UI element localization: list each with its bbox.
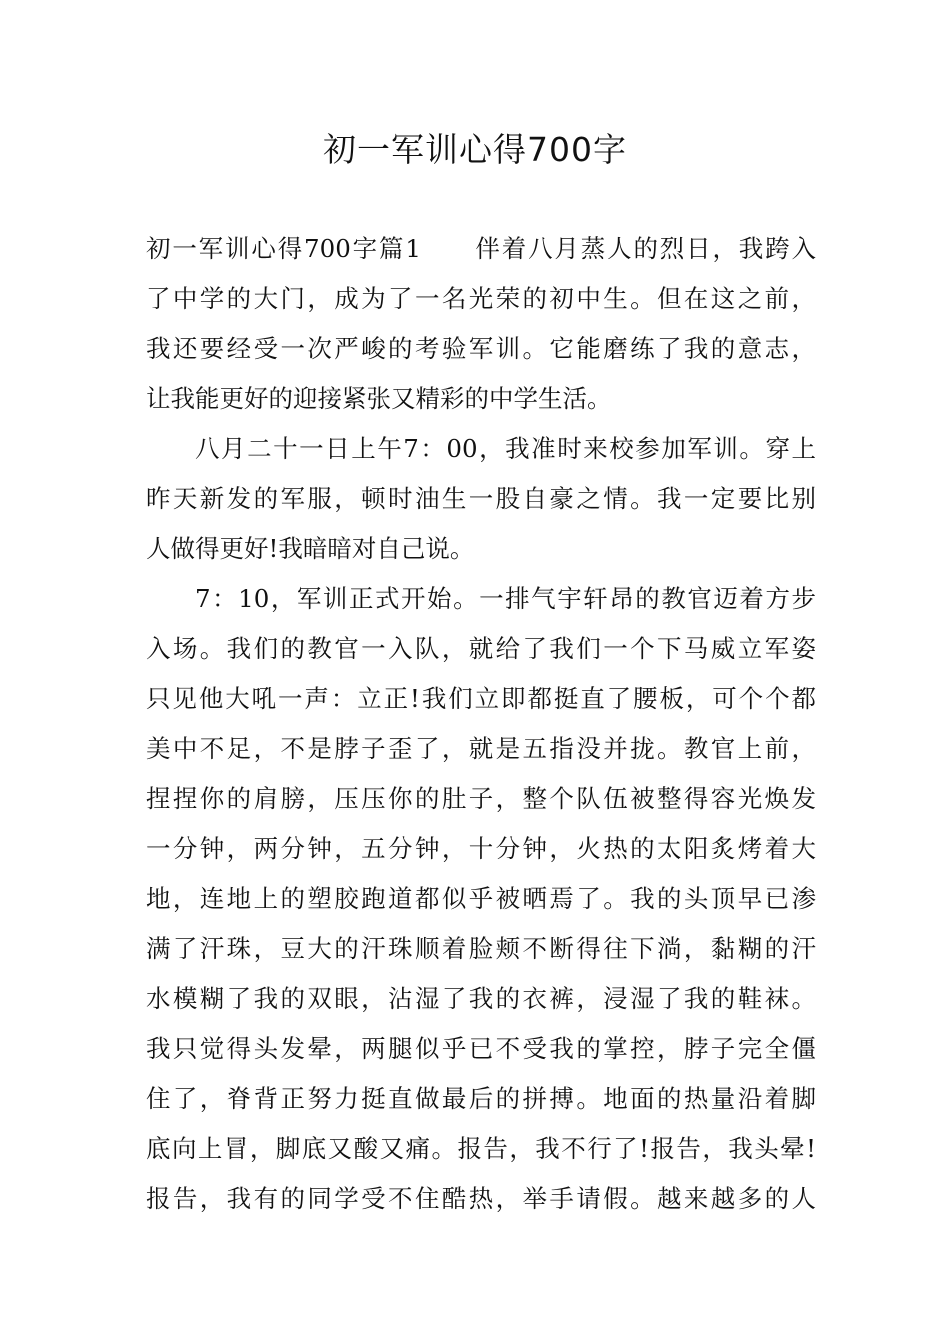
text-line: 水模糊了我的双眼，沾湿了我的衣裤，浸湿了我的鞋袜。 (146, 984, 816, 1013)
text-line: 只见他大吼一声：立正!我们立即都挺直了腰板，可个个都 (146, 684, 816, 713)
text-line: 我还要经受一次严峻的考验军训。它能磨练了我的意志， (146, 334, 816, 363)
text-line: 入场。我们的教官一入队，就给了我们一个下马威立军姿 (146, 634, 816, 663)
text-line: 住了，脊背正努力挺直做最后的拼搏。地面的热量沿着脚 (146, 1084, 816, 1113)
text-line: 人做得更好!我暗暗对自己说。 (146, 534, 475, 563)
text-line: 美中不足，不是脖子歪了，就是五指没并拢。教官上前， (146, 734, 816, 763)
text-line: 报告，我有的同学受不住酷热，举手请假。越来越多的人 (146, 1184, 816, 1213)
text-line: 昨天新发的军服，顿时油生一股自豪之情。我一定要比别 (146, 484, 816, 513)
text-line: 一分钟，两分钟，五分钟，十分钟，火热的太阳炙烤着大 (146, 834, 816, 863)
text-line: 满了汗珠，豆大的汗珠顺着脸颊不断得往下淌，黏糊的汗 (146, 934, 816, 963)
text-line: 底向上冒，脚底又酸又痛。报告，我不行了!报告，我头晕! (146, 1134, 816, 1163)
text-line: 我只觉得头发晕，两腿似乎已不受我的掌控，脖子完全僵 (146, 1034, 816, 1063)
text-line: 捏捏你的肩膀，压压你的肚子，整个队伍被整得容光焕发 (146, 784, 816, 813)
text-line: 了中学的大门，成为了一名光荣的初中生。但在这之前， (146, 284, 816, 313)
text-line: 让我能更好的迎接紧张又精彩的中学生活。 (146, 384, 612, 413)
text-line: 八月二十一日上午7：00，我准时来校参加军训。穿上 (195, 434, 816, 463)
text-line: 初一军训心得700字篇1 伴着八月蒸人的烈日，我跨入 (146, 234, 816, 263)
document-title: 初一军训心得700字 (323, 130, 627, 169)
text-line: 地，连地上的塑胶跑道都似乎被晒焉了。我的头顶早已渗 (146, 884, 816, 913)
text-line: 7：10，军训正式开始。一排气宇轩昂的教官迈着方步 (195, 584, 816, 613)
